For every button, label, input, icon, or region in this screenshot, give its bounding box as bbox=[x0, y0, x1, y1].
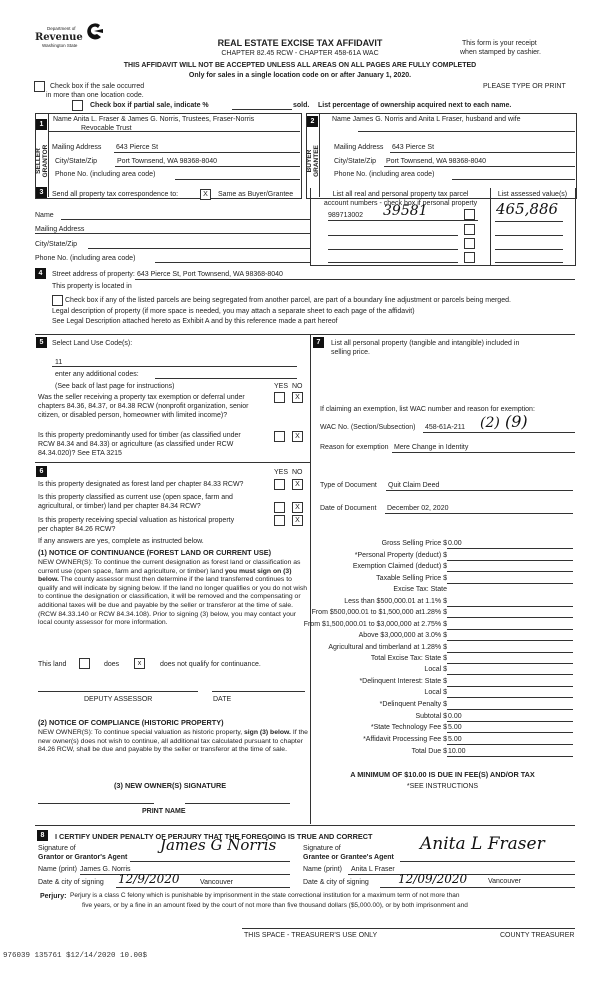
tax-line-field bbox=[447, 629, 573, 630]
tax-line-field bbox=[447, 674, 573, 675]
tax-line-label: From $500,000.01 to $1,500,000 at1.28% $ bbox=[311, 609, 447, 616]
notice-compliance-text: NEW OWNER(S): To continue special valuation as historic property, sign (3) below. If the new owner(s) does not wish to continue, all additional tax calculated pursuant to chapter 84.26 RCW, shall be due and payable by the seller or transferor at the time of sale. bbox=[38, 729, 308, 754]
affidavit-page: Department of Revenue Washington State REAL ESTATE EXCISE TAX AFFIDAVIT CHAPTER 82.45 RCW - CHAPTER 458-61A WAC This form is your receipt when stamped by cashier. THIS AFFIDAVIT WILL NOT BE ACCEPTED UNLESS ALL AREAS ON ALL PAGES ARE FULLY COMPLETED Only for sales in a single location code on or after January 1, 2020. Check box if the sale occurred in more than one location code. PLEASE TYPE OR PRINT Check box if partial sale, indicate % sold. List percentage of ownership acquired next to each name. 1 2 Name Anita L. Fraser & James G. Norris, Trustees, Fraser-Norris Revocable Trust SELLER GRANTOR Mailing Address 643 Pierce St City/State/Zip Port Townsend, WA 98368-8040 Phone No. (including area code) Name James G. Norris and Anita L Fraser, husband and wife BUYER GRANTEE Mailing Address 643 Pierce St City/State/Zip Port Townsend, WA 98368-8040 Phone No. (including area code) 3 Send all property tax correspondence to: X Same as Buyer/Grantee Name Mailing Address City/State/Zip Phone No. (including area code) List all real and personal property tax parcel account numbers - check box if personal property List assessed value(s) 989713002 39581 465,886 4 Street address of property: 643 Pierce St, Port Townsend, WA 98368-8040 This property is located in Check box if any of the listed parcels are being segregated from another parcel, are part of a boundary line adjustment or parcels being merged. Legal description of property (if more space is needed, you may attach a separate sheet to each page of the affidavit) See Legal Description attached hereto as Exhibit A and by this reference made a part hereof 5 Select Land Use Code(s): 11 enter any additional codes: (See back of last page for instructions) YES NO Was the seller receiving a property tax exemption or deferral under chapters 84.36, 84.37, or 84.38 RCW (nonprofit organization, senior citizen, or disabled person, homeowner with limited income)? X Is this property predominantly used for timber (as classified under RCW 84.34 and 84.33) or agriculture (as classified under RCW 84.34.020)? See ETA 3215 X 7 List all personal property (tangible and intangible) included in selling price. If claiming an exemption, list WAC number and reason for exemption: WAC No. (Section/Subsection) 458-61A-211 (2) (9) Reason for exemption Mere Change in Identity 6 YES NO Is this property designated as forest land per chapter 84.33 RCW? X Is this property classified as current use (open space, farm and agricultural, or timber) land per chapter 84.34 RCW? X Is this property receiving special valuation as historical property per chapter 84.26 RCW? X If any answers are yes, complete as instructed below. (1) NOTICE OF CONTINUANCE (FOREST LAND OR CURRENT USE) NEW OWNER(S): To continue the current designation as forest land or classification as current use (open space, farm and agriculture, or timber) land you must sign on (3) below. The county assessor must then determine if the land transferred continues to qualify and will indicate by signing below. If the land no longer qualifies or you do not wish to continue the designation or classification, it will be removed and the compensating or additional taxes will be due and payable by the seller or transferor at the time of sale. (RCW 84.33.140 or RCW 84.34.108). Prior to signing (3) below, you may contact your local county assessor for more information. This land does x does not qualify for continuance. DEPUTY ASSESSOR DATE (2) NOTICE OF COMPLIANCE (HISTORIC PROPERTY) NEW OWNER(S): To continue special valuation as historic property, sign (3) below. If the new owner(s) does not wish to continue, all additional tax calculated pursuant to chapter 84.26 RCW, shall be due and payable by the seller or transferor at the time of sale. (3) NEW OWNER(S) SIGNATURE PRINT NAME Type of Document Quit Claim Deed Date of Document December 02, 2020 A MINIMUM OF $10.00 IS DUE IN FEE(S) AND/OR TAX *SEE INSTRUCTIONS 8 I CERTIFY UNDER PENALTY OF PERJURY THAT THE FOREGOING IS TRUE AND CORRECT Signature of Grantor or Grantor's Agent James G Norris Signature of Grantee or Grantee's Agent Anita L Fraser Name (print) James G. Norris Name (print) Anita L Fraser Date & city of signing 12/9/2020 Vancouver Date & city of signing 12/09/2020 Vancouver Perjury: Perjury is a class C felony which is punishable by imprisonment in the state correctional institution for a maximum term of not more than five years, or by a fine in an amount fixed by the court of not more than five thousand dollars ($5,000.00), or by both imprisonment and THIS SPACE - TREASURER'S USE ONLY COUNTY TREASURER 976039 135761 $12/14/2020 10.00$ Gross Selling Price $ 0.00 *Personal Property (deduct) $ Exemption Claimed (deduct) $ Taxable Selling Price $ Excise Tax: State Less than $500,000.01 at 1.1% $ From $500,000.01 to $1,500,000 at1.28% $ From $1,500,000.01 to $3,000,000 at 2.75% $ Above $3,000,000 at 3.0% $ Agricultural and timberland at 1.28% $ Total Excise Tax: State $ Local $ *Delinquent Interest: State $ Local $ *Delinquent Penalty $ Subtotal $ 0.00 *State Technology Fee $ 5.00 *Affidavit Processing Fee $ 5.00 Total Due $ 10.00 bbox=[0, 0, 600, 994]
forest-yes-checkbox[interactable] bbox=[274, 479, 285, 490]
tax-line-label: Agricultural and timberland at 1.28% $ bbox=[328, 644, 447, 651]
warning: THIS AFFIDAVIT WILL NOT BE ACCEPTED UNLESS ALL AREAS ON ALL PAGES ARE FULLY COMPLETED bbox=[123, 62, 477, 69]
current-use-yes-checkbox[interactable] bbox=[274, 502, 285, 513]
forest-no-checkbox[interactable]: X bbox=[292, 479, 303, 490]
tax-line-field bbox=[447, 548, 573, 549]
seller-name-line-2[interactable]: Revocable Trust bbox=[81, 125, 132, 132]
form-subtitle: CHAPTER 82.45 RCW - CHAPTER 458-61A WAC bbox=[221, 50, 379, 57]
document-date[interactable]: December 02, 2020 bbox=[387, 505, 449, 512]
correspondence-phone-field[interactable] bbox=[155, 262, 310, 263]
tax-line-field bbox=[447, 686, 573, 687]
correspondence-name-field[interactable] bbox=[61, 219, 310, 220]
grantor-signing-date[interactable]: 12/9/2020 bbox=[118, 872, 180, 886]
grantor-signing-city[interactable]: Vancouver bbox=[200, 879, 233, 886]
grantee-signing-city[interactable]: Vancouver bbox=[488, 878, 521, 885]
correspondence-city-field[interactable] bbox=[88, 248, 310, 249]
tax-line-label: *Personal Property (deduct) $ bbox=[354, 552, 447, 559]
tax-line-field bbox=[447, 697, 573, 698]
new-owner-signature-field[interactable] bbox=[38, 803, 154, 804]
tax-line-field bbox=[447, 560, 573, 561]
buyer-phone-field[interactable] bbox=[452, 179, 575, 180]
tax-line-field bbox=[447, 744, 573, 745]
q1-no-checkbox[interactable]: X bbox=[292, 392, 303, 403]
tax-line-field bbox=[447, 663, 573, 664]
tax-line-field bbox=[447, 709, 573, 710]
personal-property-checkbox-2[interactable] bbox=[464, 224, 475, 235]
legal-description[interactable]: See Legal Description attached hereto as Exhibit A and by this reference made a part hereof bbox=[52, 318, 338, 325]
tax-line-field bbox=[447, 732, 573, 733]
buyer-mailing-address[interactable]: 643 Pierce St bbox=[392, 144, 435, 151]
buyer-city[interactable]: Port Townsend, WA 98368-8040 bbox=[386, 158, 487, 165]
buyer-name-label: Name James G. Norris and Anita L Fraser, husband and wife bbox=[332, 116, 521, 123]
tax-line-value[interactable]: 5.00 bbox=[448, 736, 462, 743]
tax-line-label: Total Due $ bbox=[411, 748, 447, 755]
q1-yes-checkbox[interactable] bbox=[274, 392, 285, 403]
correspondence-mailing-field[interactable] bbox=[35, 233, 310, 234]
cashier-stamp: 976039 135761 $12/14/2020 10.00$ bbox=[3, 952, 148, 960]
parcel-field-3[interactable] bbox=[328, 249, 458, 250]
tax-line-label: *Delinquent Interest: State $ bbox=[359, 678, 447, 685]
personal-property-checkbox-1[interactable] bbox=[464, 209, 475, 220]
seller-box bbox=[35, 113, 302, 199]
grantee-print-name[interactable]: Anita L Fraser bbox=[351, 866, 395, 873]
buyer-name[interactable]: James G. Norris and Anita L Fraser, husband and wife bbox=[352, 116, 521, 123]
grantor-print-name[interactable]: James G. Norris bbox=[80, 866, 131, 873]
q2-no-checkbox[interactable]: X bbox=[292, 431, 303, 442]
personal-property-checkbox-3[interactable] bbox=[464, 238, 475, 249]
historic-no-checkbox[interactable]: X bbox=[292, 515, 303, 526]
property-street-address[interactable]: 643 Pierce St, Port Townsend, WA 98368-8040 bbox=[137, 271, 283, 278]
same-as-buyer-checkbox[interactable]: X bbox=[200, 189, 211, 200]
logo-swirl-icon bbox=[86, 22, 106, 40]
seller-name-label: Name Anita L. Fraser & James G. Norris, Trustees, Fraser-Norris bbox=[53, 116, 255, 123]
tax-line-field bbox=[447, 583, 573, 584]
seller-side-label: SELLER GRANTOR bbox=[35, 144, 49, 178]
new-owner-signature-field-2[interactable] bbox=[185, 803, 290, 804]
tax-line-label: Local $ bbox=[424, 666, 447, 673]
seller-name[interactable]: Anita L. Fraser & James G. Norris, Trustees, Fraser-Norris bbox=[73, 116, 255, 123]
tax-line-label: Gross Selling Price $ bbox=[381, 540, 447, 547]
parcel-field-4[interactable] bbox=[328, 262, 458, 263]
tax-line-value[interactable]: 0.00 bbox=[448, 540, 462, 547]
parcel-handwritten-1: 39581 bbox=[383, 203, 428, 219]
tax-line-field bbox=[447, 721, 573, 722]
tax-line-label: Excise Tax: State bbox=[393, 586, 447, 593]
tax-line-field bbox=[447, 617, 573, 618]
tax-line-label: Exemption Claimed (deduct) $ bbox=[352, 563, 447, 570]
buyer-box bbox=[306, 113, 577, 199]
tax-line-value[interactable]: 5.00 bbox=[448, 724, 462, 731]
tax-line-label: Taxable Selling Price $ bbox=[376, 575, 447, 582]
historic-yes-checkbox[interactable] bbox=[274, 515, 285, 526]
tax-line-label: *Delinquent Penalty $ bbox=[379, 701, 447, 708]
tax-line-label: Local $ bbox=[424, 689, 447, 696]
wac-number[interactable]: 458-61A-211 bbox=[425, 424, 465, 431]
tax-line-label: Less than $500,000.01 at 1.1% $ bbox=[344, 598, 447, 605]
minimum-due-notice: A MINIMUM OF $10.00 IS DUE IN FEE(S) AND/OR TAX bbox=[350, 770, 535, 779]
parcel-number-1[interactable]: 989713002 bbox=[328, 212, 364, 219]
tax-line-label: From $1,500,000.01 to $3,000,000 at 2.75% $ bbox=[303, 621, 447, 628]
assessed-value-1[interactable]: 465,886 bbox=[496, 200, 559, 218]
tax-line-field bbox=[447, 571, 573, 572]
grantee-signing-date[interactable]: 12/09/2020 bbox=[398, 872, 468, 886]
land-does-checkbox[interactable] bbox=[79, 658, 90, 669]
tax-line-field bbox=[447, 756, 573, 757]
tax-line-label: Total Excise Tax: State $ bbox=[370, 655, 447, 662]
assessor-date-field[interactable] bbox=[212, 691, 305, 692]
tax-line-field bbox=[447, 640, 573, 641]
grantor-signature[interactable]: James G Norris bbox=[160, 836, 277, 854]
tax-line-value[interactable]: 0.00 bbox=[448, 713, 462, 720]
partial-percent-field[interactable] bbox=[232, 109, 292, 110]
tax-line-value[interactable]: 10.00 bbox=[448, 748, 466, 755]
tax-line-field bbox=[447, 606, 573, 607]
current-use-no-checkbox[interactable]: X bbox=[292, 502, 303, 513]
grantee-signature[interactable]: Anita L Fraser bbox=[420, 834, 545, 854]
q2-yes-checkbox[interactable] bbox=[274, 431, 285, 442]
segregated-checkbox[interactable] bbox=[52, 295, 63, 306]
notice-continuance-text: NEW OWNER(S): To continue the current designation as forest land or classification as current use (open space, farm and agriculture, or timber) land you must sign on (3) below. The county assessor must then determine if the land transferred continues to qualify and will indicate by signing below. If the land no longer qualifies or you do not wish to continue the designation or classification, it will be removed and the compensating or additional taxes will be due and payable by the seller or transferor at the time of sale. (RCW 84.33.140 or RCW 84.34.108). Prior to signing (3) below, you may contact your local county assessor for more information. bbox=[38, 559, 308, 627]
seller-city[interactable]: Port Townsend, WA 98368-8040 bbox=[117, 158, 218, 165]
additional-codes-field[interactable] bbox=[155, 378, 297, 379]
parcel-field-2[interactable] bbox=[328, 235, 458, 236]
seller-mailing-address[interactable]: 643 Pierce St bbox=[116, 144, 159, 151]
land-does-not-checkbox[interactable]: x bbox=[134, 658, 145, 669]
buyer-side-label: BUYER GRANTEE bbox=[306, 145, 320, 177]
land-use-code[interactable]: 11 bbox=[55, 359, 63, 366]
tax-line-label: *Affidavit Processing Fee $ bbox=[363, 736, 447, 743]
tax-line-label: Above $3,000,000 at 3.0% $ bbox=[358, 632, 447, 639]
tax-line-label: *State Technology Fee $ bbox=[370, 724, 447, 731]
tax-line-field bbox=[447, 652, 573, 653]
partial-sale-checkbox[interactable] bbox=[72, 100, 83, 111]
multi-location-checkbox[interactable] bbox=[34, 81, 45, 92]
form-title: REAL ESTATE EXCISE TAX AFFIDAVIT bbox=[217, 38, 383, 48]
personal-property-checkbox-4[interactable] bbox=[464, 252, 475, 263]
seller-phone-field[interactable] bbox=[175, 179, 300, 180]
exemption-reason[interactable]: Mere Change in Identity bbox=[394, 444, 469, 451]
document-type[interactable]: Quit Claim Deed bbox=[388, 482, 440, 489]
tax-line-label: Subtotal $ bbox=[415, 713, 447, 720]
deputy-assessor-signature-field[interactable] bbox=[38, 691, 198, 692]
